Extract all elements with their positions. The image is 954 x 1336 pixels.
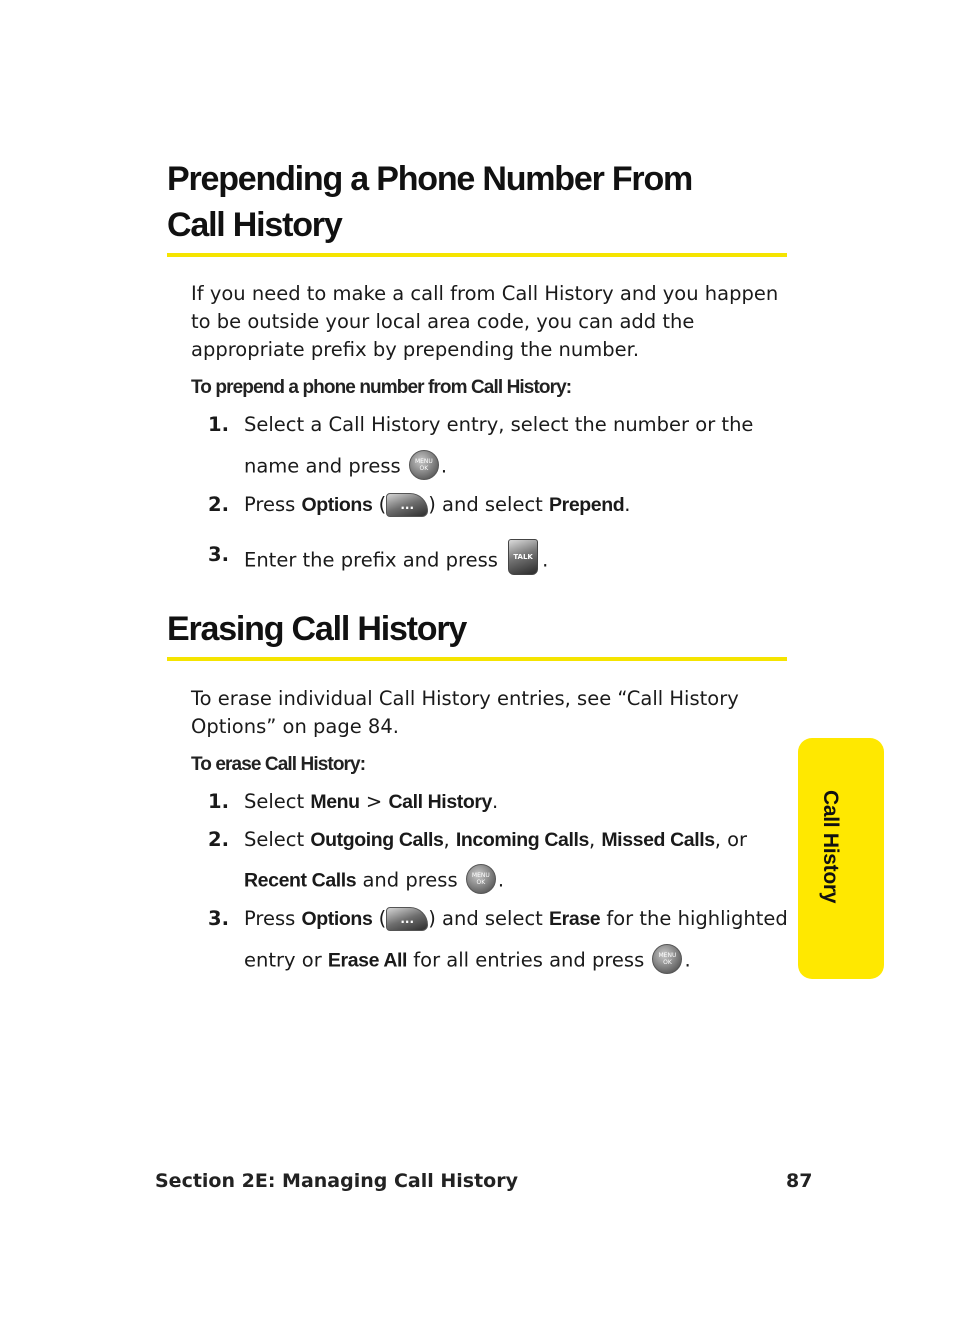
intro-paragraph-erasing — [191, 685, 791, 741]
erase-all-label: Erase All — [327, 949, 408, 972]
step-number: 2. — [208, 828, 229, 851]
menu-ok-key-icon: MENU OK — [409, 450, 439, 480]
subheading-erase: To erase Call History: — [191, 754, 366, 775]
section-title-erasing: Erasing Call History — [167, 610, 467, 648]
step-number: 3. — [208, 543, 229, 566]
prepend-label: Prepend — [549, 494, 625, 516]
options-softkey-icon: ... — [386, 907, 428, 931]
step-number: 1. — [208, 790, 229, 813]
step-text: Select Menu > Call History. — [244, 790, 499, 813]
page-number: 87 — [786, 1170, 813, 1192]
intro-paragraph-prepending — [191, 280, 791, 364]
step-text: entry or Erase All for all entries and press MENU OK . — [244, 946, 691, 976]
intro-line: appropriate prefix by prepending the number. — [191, 338, 640, 361]
erase-label: Erase — [549, 908, 601, 930]
side-tab-label: Call History — [819, 790, 842, 904]
incoming-calls-label: Incoming Calls — [455, 829, 589, 851]
talk-key-icon: TALK — [508, 539, 538, 575]
step-text: Enter the prefix and press TALK . — [244, 543, 548, 579]
step-text: Select Outgoing Calls, Incoming Calls, Missed Calls, or — [244, 828, 748, 851]
menu-ok-key-icon: MENU OK — [466, 864, 496, 894]
step-text: Select a Call History entry, select the number or the — [244, 413, 754, 436]
missed-calls-label: Missed Calls — [601, 829, 715, 851]
title-rule — [167, 253, 787, 257]
step-number: 3. — [208, 907, 229, 930]
intro-line: If you need to make a call from Call History and you happen — [191, 282, 779, 305]
step-number: 2. — [208, 493, 229, 516]
step-text: Recent Calls and press MENU OK . — [244, 866, 504, 896]
intro-line: Options” on page 84. — [191, 715, 399, 738]
options-softkey-icon: ... — [386, 493, 428, 517]
options-label: Options — [301, 494, 373, 516]
step-number: 1. — [208, 413, 229, 436]
recent-calls-label: Recent Calls — [244, 869, 357, 892]
options-label: Options — [301, 908, 373, 930]
section-title-prepending-line1: Prepending a Phone Number From — [167, 160, 693, 198]
section-title-prepending-line2: Call History — [167, 206, 342, 244]
intro-line: to be outside your local area code, you can add the — [191, 310, 695, 333]
title-rule — [167, 657, 787, 661]
menu-ok-key-icon: MENU OK — [652, 944, 682, 974]
subheading-prepend: To prepend a phone number from Call History: — [191, 377, 572, 398]
menu-label: Menu — [310, 791, 360, 813]
footer-section-title: Section 2E: Managing Call History — [155, 1170, 518, 1192]
outgoing-calls-label: Outgoing Calls — [310, 829, 444, 851]
call-history-label: Call History — [388, 791, 493, 813]
step-text: Press Options ( ... ) and select Erase for the highlighted — [244, 907, 788, 930]
step-text: name and press MENU OK . — [244, 452, 447, 482]
intro-line: To erase individual Call History entries, see “Call History — [191, 687, 739, 710]
step-text: Press Options ( ... ) and select Prepend. — [244, 493, 631, 516]
